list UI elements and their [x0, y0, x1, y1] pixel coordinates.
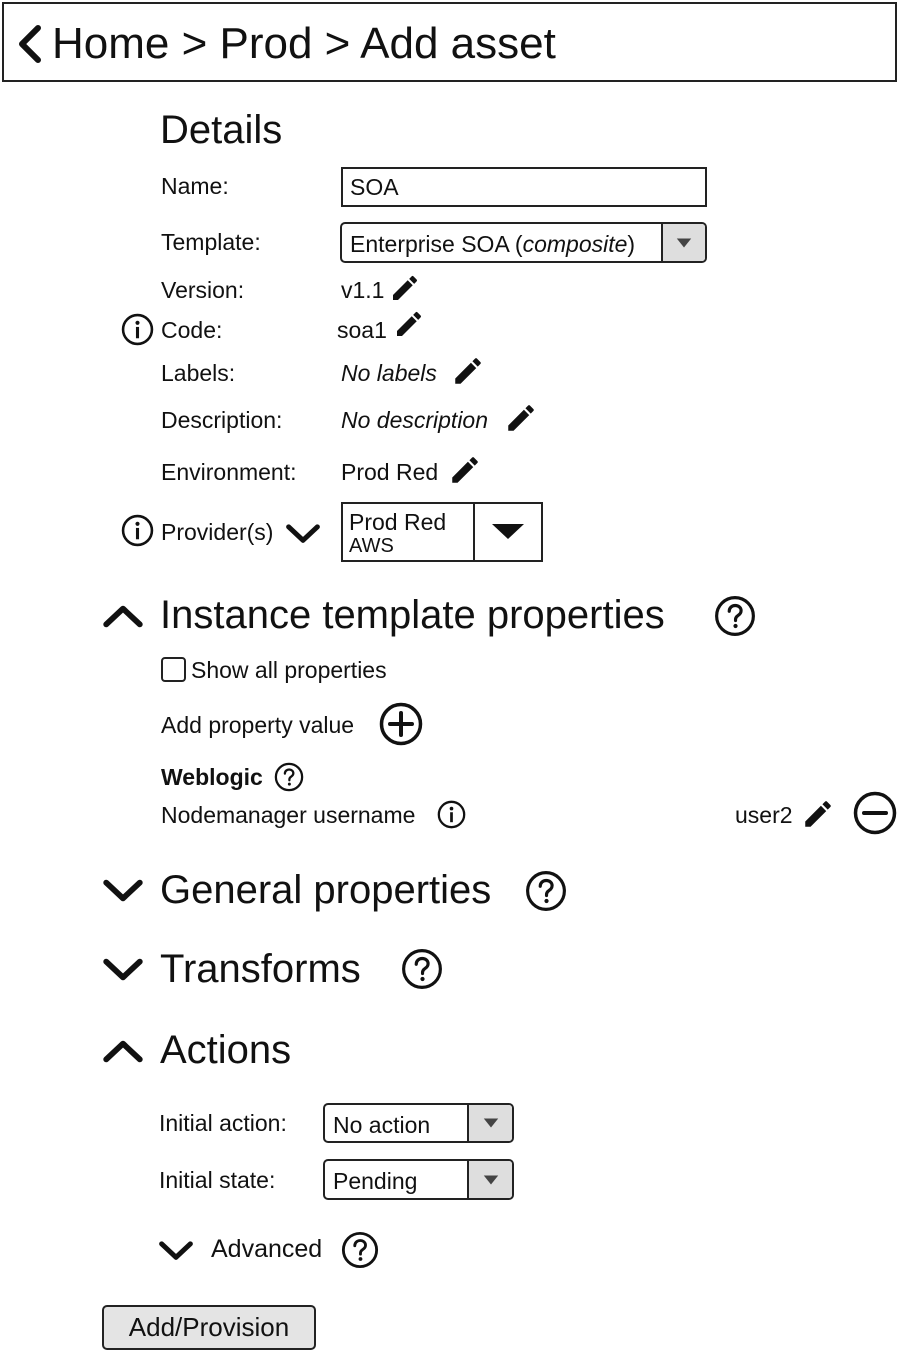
version-label: Version: [161, 277, 245, 303]
breadcrumb[interactable]: Home > Prod > Add asset [52, 19, 556, 68]
triangle-down-icon [482, 1173, 500, 1186]
header-bar [2, 2, 897, 82]
providers-label: Provider(s) [161, 519, 274, 545]
edit-code-pencil-icon[interactable] [393, 308, 425, 340]
initial-action-dropdown-button[interactable] [467, 1105, 512, 1141]
template-dropdown-button[interactable] [661, 224, 705, 261]
template-select[interactable] [340, 222, 707, 263]
nodemanager-username-label: Nodemanager username [161, 802, 416, 828]
initial-state-label: Initial state: [159, 1167, 276, 1193]
add-property-value-label: Add property value [161, 712, 355, 738]
triangle-down-icon [482, 1117, 500, 1130]
general-properties-help-icon[interactable] [525, 870, 567, 912]
add-circle-icon[interactable] [379, 702, 423, 746]
description-label: Description: [161, 407, 283, 433]
providers-expand-chevron-icon[interactable] [285, 523, 321, 545]
edit-environment-pencil-icon[interactable] [448, 453, 482, 487]
labels-label: Labels: [161, 360, 236, 386]
show-all-properties-checkbox[interactable] [161, 657, 186, 682]
name-input[interactable] [341, 167, 707, 207]
version-value: v1.1 [341, 277, 385, 303]
template-label: Template: [161, 229, 261, 255]
collapse-actions-chevron-up-icon[interactable] [102, 1038, 144, 1064]
general-properties-heading: General properties [160, 868, 492, 912]
show-all-properties-label: Show all properties [191, 657, 387, 683]
details-heading: Details [160, 108, 283, 152]
edit-description-pencil-icon[interactable] [504, 401, 538, 435]
description-value: No description [341, 407, 489, 433]
name-label: Name: [161, 173, 229, 199]
edit-nodemanager-pencil-icon[interactable] [801, 797, 835, 831]
initial-state-select[interactable] [323, 1159, 514, 1200]
actions-heading: Actions [160, 1028, 292, 1072]
provider-item: AWS [349, 535, 394, 557]
instance-template-heading: Instance template properties [160, 593, 665, 637]
initial-action-label: Initial action: [159, 1110, 287, 1136]
initial-action-select[interactable] [323, 1103, 514, 1143]
initial-state-dropdown-button[interactable] [467, 1161, 512, 1198]
labels-value: No labels [341, 360, 437, 386]
advanced-label[interactable]: Advanced [211, 1235, 323, 1263]
providers-info-icon[interactable] [121, 514, 154, 547]
advanced-help-icon[interactable] [341, 1231, 379, 1269]
provider-item: Prod Red [349, 509, 447, 535]
weblogic-help-icon[interactable] [274, 762, 304, 792]
nodemanager-info-icon[interactable] [437, 800, 466, 829]
environment-label: Environment: [161, 459, 297, 485]
initial-state-value: Pending [333, 1168, 418, 1194]
code-label: Code: [161, 317, 223, 343]
nodemanager-username-value: user2 [735, 802, 793, 828]
code-value: soa1 [337, 317, 387, 343]
edit-labels-pencil-icon[interactable] [451, 354, 485, 388]
transforms-heading: Transforms [160, 947, 361, 991]
add-provision-button[interactable]: Add/Provision [102, 1305, 316, 1350]
expand-advanced-chevron-down-icon[interactable] [158, 1240, 194, 1262]
edit-version-pencil-icon[interactable] [389, 272, 421, 304]
chevron-left-icon[interactable] [14, 24, 44, 64]
providers-dropdown-button[interactable] [473, 504, 541, 560]
expand-transforms-chevron-down-icon[interactable] [102, 957, 144, 983]
weblogic-group-title: Weblogic [161, 764, 263, 790]
collapse-instance-template-chevron-up-icon[interactable] [102, 603, 144, 629]
triangle-down-icon [675, 236, 693, 249]
caret-down-icon [491, 523, 525, 541]
instance-template-help-icon[interactable] [714, 595, 756, 637]
code-info-icon[interactable] [121, 313, 154, 346]
transforms-help-icon[interactable] [401, 948, 443, 990]
expand-general-chevron-down-icon[interactable] [102, 878, 144, 904]
providers-select[interactable] [341, 502, 543, 562]
template-select-value: Enterprise SOA (composite) [350, 231, 636, 257]
initial-action-value: No action [333, 1112, 431, 1138]
environment-value: Prod Red [341, 459, 439, 485]
remove-circle-icon[interactable] [853, 791, 897, 835]
